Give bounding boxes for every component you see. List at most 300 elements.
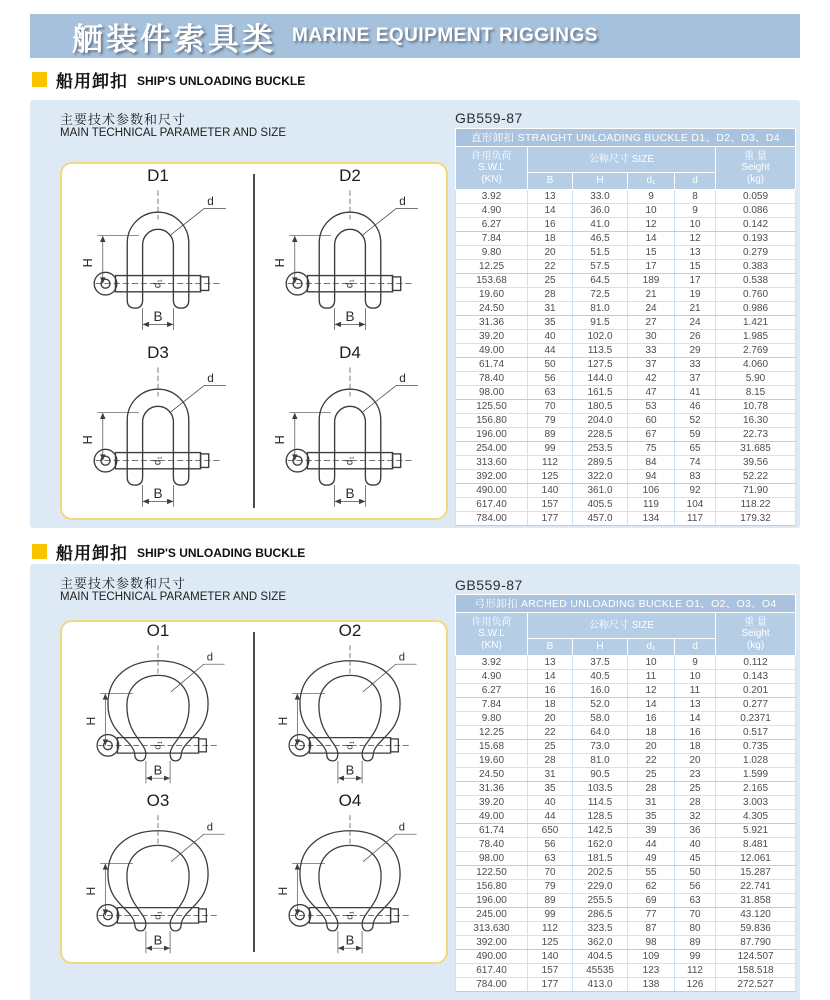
- table-cell: 112: [528, 456, 573, 470]
- table-cell: 50: [675, 866, 716, 880]
- table-cell: 109: [628, 950, 675, 964]
- weight-en: Seight: [741, 162, 770, 174]
- arrowhead: [335, 322, 341, 327]
- table-cell: 31.858: [716, 894, 796, 908]
- straight-shackle-drawing: [72, 185, 244, 337]
- table-cell: 0.277: [716, 698, 796, 712]
- table-row: [456, 740, 796, 754]
- table-cell: 9.80: [456, 246, 528, 260]
- table-cell: 16.30: [716, 414, 796, 428]
- table-row: [456, 372, 796, 386]
- table-cell: 362.0: [573, 936, 628, 950]
- dim-d1-label: d₁: [152, 741, 164, 750]
- table-cell: 22: [528, 260, 573, 274]
- table-cell: 49.00: [456, 810, 528, 824]
- table-row: [456, 260, 796, 274]
- weight-zh: 重 量: [744, 617, 767, 629]
- table-cell: 404.5: [573, 950, 628, 964]
- arrowhead: [146, 946, 152, 951]
- col-header-b: B: [528, 639, 573, 656]
- dim-b-label: B: [153, 932, 163, 948]
- table-cell: 30: [628, 330, 675, 344]
- table-cell: 138: [628, 978, 675, 992]
- table-cell: 37: [628, 358, 675, 372]
- dim-h-label: H: [272, 258, 287, 268]
- table-cell: 25: [528, 740, 573, 754]
- table-title-row: [456, 595, 796, 613]
- table-cell: 89: [528, 894, 573, 908]
- table-row: [456, 894, 796, 908]
- table-cell: 63: [675, 894, 716, 908]
- table-row: [456, 232, 796, 246]
- section1-panel: [30, 100, 800, 528]
- table-cell: 0.142: [716, 218, 796, 232]
- table-cell: 13: [675, 698, 716, 712]
- table-cell: 8: [675, 190, 716, 204]
- dim-b-label: B: [153, 309, 163, 325]
- table-cell: 9: [628, 190, 675, 204]
- table-row: [456, 358, 796, 372]
- table-row: [456, 782, 796, 796]
- table-cell: 19.60: [456, 288, 528, 302]
- table-cell: 204.0: [573, 414, 628, 428]
- table-header-row: [456, 613, 796, 639]
- table-cell: 25: [628, 768, 675, 782]
- table-row: [456, 218, 796, 232]
- table-cell: 20: [528, 712, 573, 726]
- table-cell: 11: [628, 670, 675, 684]
- table-cell: 18: [675, 740, 716, 754]
- table-cell: 22.741: [716, 880, 796, 894]
- table-cell: 64.0: [573, 726, 628, 740]
- table-cell: 123: [628, 964, 675, 978]
- arched-shackle-drawing: [72, 640, 244, 792]
- table-cell: 13: [675, 246, 716, 260]
- table-cell: 180.5: [573, 400, 628, 414]
- table-cell: 41.0: [573, 218, 628, 232]
- diagram-box-straight: [60, 162, 448, 520]
- table-cell: 118.22: [716, 498, 796, 512]
- dim-h-label: H: [83, 886, 98, 896]
- table-cell: 0.201: [716, 684, 796, 698]
- table-cell: 46.5: [573, 232, 628, 246]
- table-cell: 27: [628, 316, 675, 330]
- table-cell: 114.5: [573, 796, 628, 810]
- table-cell: 59: [675, 428, 716, 442]
- table-cell: 81.0: [573, 302, 628, 316]
- bow-inner: [143, 407, 174, 478]
- param-label-zh: 主要技术参数和尺寸: [60, 112, 187, 127]
- dim-b-label: B: [153, 762, 163, 778]
- straight-buckle-table: [455, 128, 796, 526]
- table-cell: 122.50: [456, 866, 528, 880]
- table-cell: 228.5: [573, 428, 628, 442]
- banner-title-zh: 舾装件索具类: [72, 21, 276, 57]
- table-row: [456, 824, 796, 838]
- right-foot: [362, 923, 373, 931]
- swl-zh: 许用负荷: [471, 151, 512, 163]
- arched-shackle-drawing: [264, 640, 436, 792]
- table-cell: 33.0: [573, 190, 628, 204]
- table-cell: 33: [675, 358, 716, 372]
- arrowhead: [100, 413, 105, 419]
- table-cell: 1.985: [716, 330, 796, 344]
- table-cell: 45: [675, 852, 716, 866]
- col-header-h: H: [573, 639, 628, 656]
- table-cell: 490.00: [456, 484, 528, 498]
- dim-h-label: H: [80, 258, 95, 268]
- table-row: [456, 978, 796, 992]
- diagram-cell: [62, 622, 254, 792]
- right-foot: [170, 923, 181, 931]
- table-row: [456, 400, 796, 414]
- table-row: [456, 922, 796, 936]
- table-cell: 37: [675, 372, 716, 386]
- table-cell: 12: [628, 684, 675, 698]
- table-cell: 272.527: [716, 978, 796, 992]
- table-cell: 75: [628, 442, 675, 456]
- table-cell: 35: [528, 316, 573, 330]
- table-cell: 10: [628, 204, 675, 218]
- table-cell: 156.80: [456, 414, 528, 428]
- arrowhead: [164, 946, 170, 951]
- table-cell: 87.790: [716, 936, 796, 950]
- table-cell: 17: [675, 274, 716, 288]
- table-cell: 12.25: [456, 260, 528, 274]
- table-cell: 158.518: [716, 964, 796, 978]
- col-header-swl: [456, 613, 528, 656]
- table-cell: 125.50: [456, 400, 528, 414]
- table-cell: 99: [528, 908, 573, 922]
- section2-title-zh: 船用卸扣: [56, 543, 128, 563]
- param-label-zh: 主要技术参数和尺寸: [60, 576, 187, 591]
- table-cell: 112: [528, 922, 573, 936]
- table-cell: 28: [528, 288, 573, 302]
- dim-d-leader: [363, 664, 417, 692]
- table-cell: 405.5: [573, 498, 628, 512]
- table-cell: 12.25: [456, 726, 528, 740]
- table-row: [456, 726, 796, 740]
- table-cell: 140: [528, 950, 573, 964]
- dim-d-label: d: [398, 651, 405, 664]
- table-cell: 39.56: [716, 456, 796, 470]
- table-row: [456, 810, 796, 824]
- table-cell: 31: [628, 796, 675, 810]
- table-cell: 22: [528, 726, 573, 740]
- arrowhead: [356, 776, 362, 781]
- table-cell: 61.74: [456, 358, 528, 372]
- table-cell: 106: [628, 484, 675, 498]
- table-cell: 0.143: [716, 670, 796, 684]
- table-cell: 74: [675, 456, 716, 470]
- table-row: [456, 428, 796, 442]
- right-foot: [365, 477, 380, 485]
- right-foot: [365, 300, 380, 308]
- table-cell: 13: [528, 190, 573, 204]
- arrowhead: [338, 946, 344, 951]
- yellow-bullet-icon: [32, 72, 47, 87]
- table-cell: 42: [628, 372, 675, 386]
- table-cell: 31: [528, 768, 573, 782]
- table-cell: 70: [528, 400, 573, 414]
- table-cell: 60: [628, 414, 675, 428]
- dim-d1-label: d₁: [152, 456, 164, 466]
- table-cell: 0.383: [716, 260, 796, 274]
- col-header-d1: d₁: [628, 639, 675, 656]
- dim-d-label: d: [399, 372, 406, 386]
- table-row: [456, 302, 796, 316]
- table-cell: 113.5: [573, 344, 628, 358]
- table-cell: 8.481: [716, 838, 796, 852]
- table-cell: 11: [675, 684, 716, 698]
- table-cell: 2.165: [716, 782, 796, 796]
- table-cell: 22.73: [716, 428, 796, 442]
- table-cell: 35: [528, 782, 573, 796]
- table-row: [456, 768, 796, 782]
- table-cell: 3.92: [456, 656, 528, 670]
- table-row: [456, 456, 796, 470]
- table-cell: 17: [628, 260, 675, 274]
- table-cell: 14: [528, 204, 573, 218]
- table-row: [456, 936, 796, 950]
- arched-shackle-drawing: [264, 810, 436, 962]
- table-cell: 98.00: [456, 852, 528, 866]
- table-cell: 617.40: [456, 964, 528, 978]
- section1-title-zh: 船用卸扣: [56, 71, 128, 91]
- table-cell: 73.0: [573, 740, 628, 754]
- table-cell: 125: [528, 936, 573, 950]
- table-cell: 28: [675, 796, 716, 810]
- table-cell: 52.0: [573, 698, 628, 712]
- section1-title-en: SHIP'S UNLOADING BUCKLE: [137, 73, 306, 88]
- table-cell: 44: [628, 838, 675, 852]
- table-cell: 98: [628, 936, 675, 950]
- dim-d-label: d: [206, 821, 213, 834]
- table-cell: 23: [675, 768, 716, 782]
- table-cell: 21: [628, 288, 675, 302]
- table-cell: 119: [628, 498, 675, 512]
- table-cell: 14: [675, 712, 716, 726]
- table-cell: 12.061: [716, 852, 796, 866]
- table-cell: 65: [675, 442, 716, 456]
- col-header-weight: [716, 147, 796, 190]
- dim-d1-label: d₁: [344, 279, 356, 289]
- table-cell: 5.921: [716, 824, 796, 838]
- dim-b-label: B: [345, 932, 355, 948]
- table-cell: 16.0: [573, 684, 628, 698]
- table-cell: 0.986: [716, 302, 796, 316]
- weight-unit: (kg): [746, 639, 765, 651]
- table-cell: 40: [528, 330, 573, 344]
- diagram-box-arched: [60, 620, 448, 964]
- table-cell: 177: [528, 512, 573, 526]
- left-foot: [319, 477, 334, 485]
- table-cell: 313.630: [456, 922, 528, 936]
- table-cell: 36: [675, 824, 716, 838]
- table-cell: 44: [528, 810, 573, 824]
- diagram-cell: [254, 341, 446, 518]
- diagram-cell: [62, 792, 254, 962]
- table-cell: 0.538: [716, 274, 796, 288]
- swl-en: S.W.L: [478, 628, 505, 640]
- arrowhead: [359, 499, 365, 504]
- table-cell: 6.27: [456, 218, 528, 232]
- table-cell: 56: [675, 880, 716, 894]
- table-cell: 253.5: [573, 442, 628, 456]
- table-cell: 21: [675, 302, 716, 316]
- table-cell: 92: [675, 484, 716, 498]
- diagram-label: O2: [338, 622, 362, 640]
- table-cell: 196.00: [456, 428, 528, 442]
- dim-d-leader: [171, 664, 225, 692]
- table-cell: 52: [675, 414, 716, 428]
- bow-outer: [108, 661, 208, 753]
- param-label-en: MAIN TECHNICAL PARAMETER AND SIZE: [60, 127, 286, 139]
- table-cell: 117: [675, 512, 716, 526]
- table-cell: 78.40: [456, 372, 528, 386]
- table-cell: 99: [675, 950, 716, 964]
- col-header-d1: d₁: [628, 173, 675, 190]
- dim-h-label: H: [275, 886, 290, 896]
- table-cell: 36.0: [573, 204, 628, 218]
- left-foot: [127, 300, 142, 308]
- table-cell: 229.0: [573, 880, 628, 894]
- section2-title-en: SHIP'S UNLOADING BUCKLE: [137, 545, 306, 560]
- arrowhead: [167, 322, 173, 327]
- table-cell: 52.22: [716, 470, 796, 484]
- table-cell: 0.517: [716, 726, 796, 740]
- table-cell: 69: [628, 894, 675, 908]
- table-title: 弓形卸扣 ARCHED UNLOADING BUCKLE O1、O2、O3、O4: [456, 595, 796, 613]
- dim-d-leader: [363, 834, 417, 862]
- arrowhead: [292, 236, 297, 242]
- table-row: [456, 190, 796, 204]
- table-cell: 77: [628, 908, 675, 922]
- table-cell: 43.120: [716, 908, 796, 922]
- table-cell: 81.0: [573, 754, 628, 768]
- table-row: [456, 712, 796, 726]
- table-cell: 144.0: [573, 372, 628, 386]
- table-row: [456, 838, 796, 852]
- page-banner: [30, 14, 800, 58]
- arrowhead: [356, 946, 362, 951]
- table-cell: 289.5: [573, 456, 628, 470]
- swl-zh: 许用负荷: [471, 617, 512, 629]
- table-cell: 9: [675, 656, 716, 670]
- table-cell: 18: [528, 698, 573, 712]
- table-cell: 47: [628, 386, 675, 400]
- table-cell: 134: [628, 512, 675, 526]
- dim-h-label: H: [272, 435, 287, 445]
- table-row: [456, 950, 796, 964]
- table-row: [456, 288, 796, 302]
- arrowhead: [103, 864, 108, 870]
- table-cell: 31.685: [716, 442, 796, 456]
- table-cell: 3.003: [716, 796, 796, 810]
- table-cell: 286.5: [573, 908, 628, 922]
- weight-unit: (kg): [746, 173, 765, 185]
- col-header-b: B: [528, 173, 573, 190]
- table-cell: 25: [528, 274, 573, 288]
- table-cell: 156.80: [456, 880, 528, 894]
- table-cell: 39: [628, 824, 675, 838]
- table-cell: 50: [528, 358, 573, 372]
- swl-en: S.W.L: [478, 162, 505, 174]
- table-cell: 78.40: [456, 838, 528, 852]
- table-cell: 142.5: [573, 824, 628, 838]
- table-cell: 1.599: [716, 768, 796, 782]
- table-cell: 99: [528, 442, 573, 456]
- col-header-d: d: [675, 173, 716, 190]
- bow-outer: [108, 831, 208, 923]
- table-cell: 10: [675, 670, 716, 684]
- table-cell: 79: [528, 414, 573, 428]
- dim-d-leader: [362, 386, 418, 413]
- table-cell: 84: [628, 456, 675, 470]
- table-row: [456, 344, 796, 358]
- table-cell: 70: [675, 908, 716, 922]
- table-cell: 45535: [573, 964, 628, 978]
- table-row: [456, 470, 796, 484]
- table-cell: 189: [628, 274, 675, 288]
- arrowhead: [143, 499, 149, 504]
- table-cell: 20: [675, 754, 716, 768]
- table-cell: 128.5: [573, 810, 628, 824]
- table-cell: 10.78: [716, 400, 796, 414]
- table-cell: 14: [628, 232, 675, 246]
- arrowhead: [295, 694, 300, 700]
- diagram-divider: [253, 632, 255, 952]
- table-cell: 16: [528, 684, 573, 698]
- table-cell: 80: [675, 922, 716, 936]
- table-cell: 70: [528, 866, 573, 880]
- table-cell: 24.50: [456, 302, 528, 316]
- table-cell: 650: [528, 824, 573, 838]
- banner-title-en: MARINE EQUIPMENT RIGGINGS: [292, 25, 598, 46]
- table-cell: 140: [528, 484, 573, 498]
- col-header-h: H: [573, 173, 628, 190]
- table-row: [456, 684, 796, 698]
- table-row: [456, 670, 796, 684]
- yellow-bullet-icon: [32, 544, 47, 559]
- table-cell: 67: [628, 428, 675, 442]
- col-header-swl: [456, 147, 528, 190]
- table-cell: 153.68: [456, 274, 528, 288]
- table-cell: 0.735: [716, 740, 796, 754]
- table-row: [456, 866, 796, 880]
- dim-d-label: d: [398, 821, 405, 834]
- table-cell: 15.68: [456, 740, 528, 754]
- table-cell: 177: [528, 978, 573, 992]
- right-foot: [173, 300, 188, 308]
- table-cell: 15: [628, 246, 675, 260]
- table-cell: 18: [628, 726, 675, 740]
- arrowhead: [338, 776, 344, 781]
- table-cell: 7.84: [456, 232, 528, 246]
- right-foot: [170, 753, 181, 761]
- table-cell: 4.90: [456, 204, 528, 218]
- table-cell: 112: [675, 964, 716, 978]
- arrowhead: [292, 413, 297, 419]
- table-cell: 44: [528, 344, 573, 358]
- table-cell: 25: [675, 782, 716, 796]
- diagram-divider: [253, 174, 255, 508]
- table-row: [456, 698, 796, 712]
- table-cell: 245.00: [456, 908, 528, 922]
- diagram-cell: [62, 341, 254, 518]
- diagram-label: D3: [147, 343, 169, 363]
- table-cell: 49.00: [456, 344, 528, 358]
